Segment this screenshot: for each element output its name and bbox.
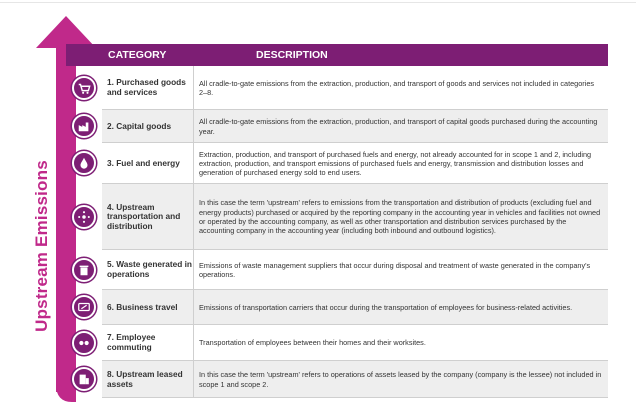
category-label: 4. Upstream transportation and distribution <box>107 201 181 231</box>
description-text: Transportation of employees between their homes and their worksites. <box>199 338 426 348</box>
distribution-network-icon <box>72 205 96 229</box>
factory-icon <box>72 114 96 138</box>
table-row <box>66 184 608 250</box>
table-row <box>66 361 608 398</box>
description-text: Extraction, production, and transport of purchased fuels and energy, not already accounted for in scope 1 and 2, including extraction, production, and transport emissions of purchased fuels and energy, transmission and distribution losses and generation of purchased energy sold to end users. <box>199 149 592 178</box>
upstream-emissions-label: Upstream Emissions <box>32 160 51 332</box>
table-row <box>66 110 608 143</box>
description-text: Emissions of waste management suppliers that occur during disposal and treatment of waste generated in the company's operations. <box>199 260 591 279</box>
header-category: CATEGORY <box>108 49 167 61</box>
category-label: 5. Waste generated in operations <box>107 259 192 279</box>
description-text: Emissions of transportation carriers that occur during the transportation of employees for business-related activities. <box>199 302 573 312</box>
header-description: DESCRIPTION <box>256 49 328 61</box>
table-row <box>66 325 608 361</box>
table-row <box>66 66 608 110</box>
emissions-table <box>66 44 608 398</box>
category-label: 2. Capital goods <box>107 120 172 131</box>
category-label: 8. Upstream leased assets <box>107 368 183 389</box>
fuel-drop-icon <box>72 151 96 175</box>
top-divider <box>0 2 636 3</box>
leased-building-icon <box>72 367 96 391</box>
description-text: All cradle-to-gate emissions from the extraction, production, and transport of goods and services not included in categories 2–8. <box>199 78 595 97</box>
description-text: In this case the term 'upstream' refers to emissions from the transportation and distribution of products (excluding fuel and energy products) purchased or acquired by the reporting company in the accounting year in vehicles and facilities not owned or operated by the accounting company, as well as other transportation and distribution services purchased by the accounting company in the accounting year (including both inbound and outbound logistics). <box>199 198 601 236</box>
table-row <box>66 143 608 184</box>
table-row <box>66 250 608 290</box>
category-label: 7. Employee commuting <box>107 332 156 352</box>
waste-bin-icon <box>72 258 96 282</box>
table-row <box>66 290 608 325</box>
commute-car-icon <box>72 331 96 355</box>
category-label: 6. Business travel <box>107 301 178 312</box>
airplane-ticket-icon <box>72 295 96 319</box>
shopping-cart-icon <box>72 76 96 100</box>
category-label: 1. Purchased goods and services <box>107 77 186 97</box>
description-text: In this case the term 'upstream' refers to operations of assets leased by the company (company is the lessee) not included in scope 1 and scope 2. <box>199 370 602 389</box>
table-header <box>66 44 608 66</box>
description-text: All cradle-to-gate emissions from the extraction, production, and transport of capital goods purchased during the accounting year. <box>199 117 598 136</box>
category-label: 3. Fuel and energy <box>107 157 180 168</box>
